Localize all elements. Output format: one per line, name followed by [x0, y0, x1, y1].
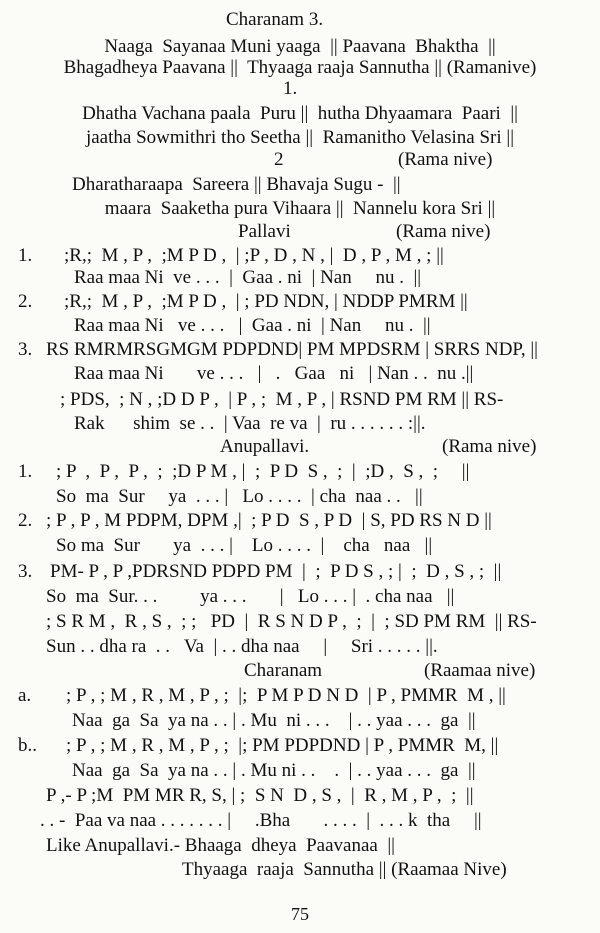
sahitya-line: Rak shim se . . | Vaa re va | ru . . . . . . :||.	[74, 413, 426, 434]
swara-line: ;R,; M , P , ;M P D , | ; PD NDN, | NDDP PMRM ||	[64, 291, 468, 312]
swara-line: ; S R M , R , S , ; ; PD | R S N D P , ; | ; SD PM RM || RS-	[46, 611, 537, 632]
sahitya-line: Raa maa Ni ve . . . | . Gaa ni | Nan . . nu .||	[74, 363, 474, 384]
sahitya-line: . . - Paa va naa . . . . . . . | .Bha . . . . | . . . k tha ||	[40, 810, 482, 831]
footer-line: Thyaaga raaja Sannutha || (Raamaa Nive)	[182, 859, 507, 880]
swara-line: PM- P , P ,PDRSND PDPD PM | ; P D S , ; | ; D , S , ; ||	[50, 561, 502, 582]
lyric-line: Dhatha Vachana paala Puru || hutha Dhyaamara Paari ||	[82, 103, 518, 124]
swara-line: ; P , P , P , ; ;D P M , | ; P D S , ; | ;D , S , ; ||	[56, 461, 470, 482]
sahitya-line: Raa maa Ni ve . . . | Gaa . ni | Nan nu . ||	[74, 267, 422, 288]
sahitya-line: Raa maa Ni ve . . . | Gaa . ni | Nan nu . ||	[74, 315, 431, 336]
row-number: b..	[18, 735, 37, 756]
lyric-line: Bhagadheya Paavana || Thyaaga raaja Sannutha || (Ramanive)	[63, 57, 537, 78]
swara-line: RS RMRMRSGMGM PDPDND| PM MPDSRM | SRRS NDP, ||	[46, 339, 538, 360]
charanam3-heading: Charanam 3.	[226, 9, 324, 30]
row-number: 3.	[18, 339, 33, 360]
row-number: 2.	[18, 510, 33, 531]
raga-label: (Raamaa nive)	[424, 660, 536, 681]
row-number: 1.	[18, 461, 33, 482]
swara-line: ; P , P , M PDPM, DPM ,| ; P D S , P D | S, PD RS N D ||	[46, 510, 492, 531]
sahitya-line: Naa ga Sa ya na . . | . Mu ni . . . | . . yaa . . . ga ||	[72, 760, 476, 781]
sahitya-line: So ma Sur. . . ya . . . | Lo . . . | . cha naa ||	[46, 586, 455, 607]
row-number: 2.	[18, 291, 33, 312]
raga-label: (Rama nive)	[396, 221, 491, 242]
page-number: 75	[291, 904, 309, 924]
verse-marker: 2	[274, 149, 284, 170]
raga-label: (Rama nive)	[398, 149, 493, 170]
swara-line: P ,- P ;M PM MR R, S, | ; S N D , S , | R , M , P , ; ||	[46, 785, 474, 806]
row-number: a.	[18, 685, 32, 706]
swara-line: ; PDS, ; N , ;D D P , | P , ; M , P , | RSND PM RM || RS-	[60, 389, 504, 410]
row-number: 1.	[18, 245, 33, 266]
verse-marker: 1.	[283, 78, 298, 99]
sahitya-line: So ma Sur ya . . . | Lo . . . . | cha naa . . ||	[56, 486, 423, 507]
sahitya-line: Naa ga Sa ya na . . | . Mu ni . . . | . . yaa . . . ga ||	[72, 710, 476, 731]
lyric-line: maara Saaketha pura Vihaara || Nannelu kora Sri ||	[104, 198, 496, 219]
charanam-heading: Charanam	[244, 660, 323, 681]
lyric-line: Dharatharaapa Sareera || Bhavaja Sugu - ||	[72, 174, 401, 195]
footer-line: Like Anupallavi.- Bhaaga dheya Paavanaa ||	[46, 835, 395, 856]
pallavi-heading: Pallavi	[238, 221, 291, 242]
lyric-line: Naaga Sayanaa Muni yaaga || Paavana Bhaktha ||	[104, 36, 496, 57]
lyric-line: jaatha Sowmithri tho Seetha || Ramanitho Velasina Sri ||	[85, 127, 515, 148]
row-number: 3.	[18, 561, 33, 582]
sahitya-line: Sun . . dha ra . . Va | . . dha naa | Sri . . . . . ||.	[46, 636, 438, 657]
raga-label: (Rama nive)	[442, 436, 537, 457]
swara-line: ; P , ; M , R , M , P , ; |; P M P D N D | P , PMMR M , ||	[66, 685, 506, 706]
swara-line: ;R,; M , P , ;M P D , | ;P , D , N , | D , P , M , ; ||	[64, 245, 444, 266]
anupallavi-heading: Anupallavi.	[220, 436, 310, 457]
sahitya-line: So ma Sur ya . . . | Lo . . . . | cha naa ||	[56, 535, 433, 556]
swara-line: ; P , ; M , R , M , P , ; |; PM PDPDND | P , PMMR M, ||	[66, 735, 499, 756]
